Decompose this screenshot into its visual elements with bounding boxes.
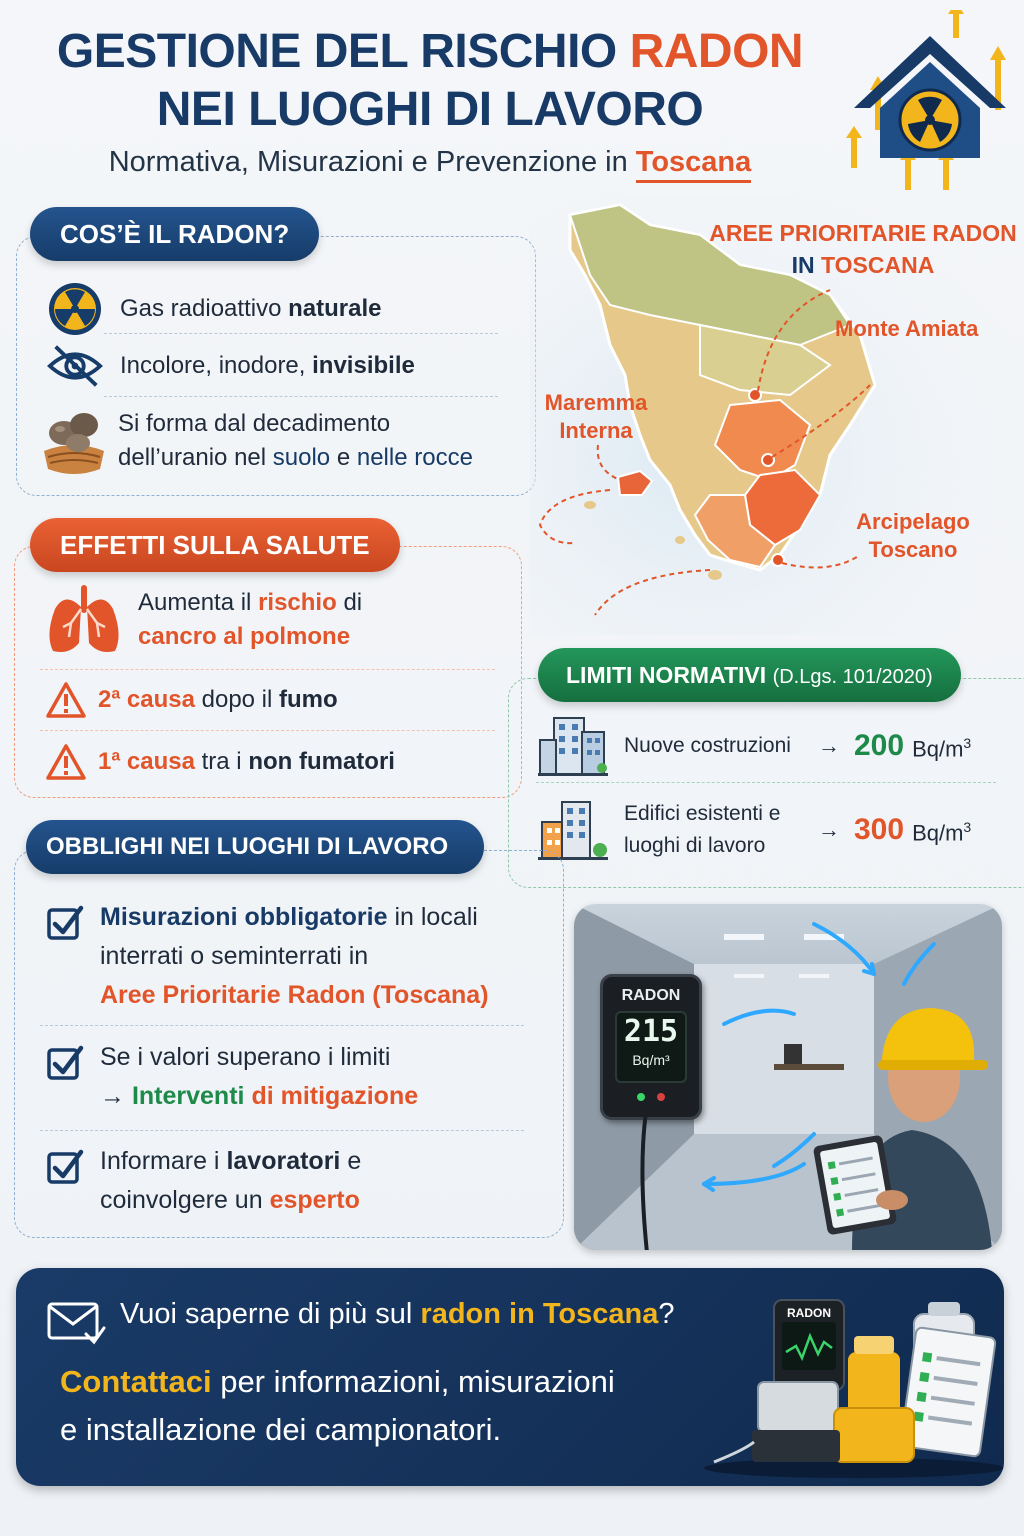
status-led-red	[657, 1093, 665, 1101]
monitor-label: RADON	[621, 987, 681, 1004]
map-title-line2	[708, 249, 1018, 281]
duties-heading: OBBLIGHI NEI LUOGHI DI LAVORO	[26, 820, 484, 874]
health-1-risk: rischio	[258, 589, 337, 616]
title-line-1	[0, 26, 860, 78]
what-1-bold: naturale	[288, 295, 382, 322]
health-3-cause: 1ª causa	[98, 748, 195, 775]
workplace-scene	[574, 904, 1002, 1250]
label-arcipelago-toscano	[848, 508, 978, 564]
duty-1-line2: interrati o seminterrati in	[100, 942, 369, 970]
label-maremma-line1: Maremma	[544, 390, 648, 415]
cta-info-text: per informazioni, misurazioni	[220, 1364, 615, 1399]
limit-unit: Bq/m	[912, 820, 964, 846]
health-1-line1	[138, 586, 362, 620]
duty-3-line2	[100, 1181, 361, 1220]
what-2-text: Incolore, inodore,	[120, 352, 306, 379]
what-item-1	[46, 280, 381, 338]
health-item-1	[44, 582, 362, 658]
tuscany-map	[530, 195, 1020, 635]
limits-heading	[538, 648, 961, 702]
what-3-soil: suolo	[272, 444, 331, 471]
duty-2-line2	[100, 1077, 418, 1116]
what-3-line2	[118, 441, 473, 475]
limit-existing-arrow: →	[818, 817, 840, 842]
duty-1-text: in locali	[394, 903, 478, 931]
health-3-text: tra i	[201, 748, 242, 775]
cta-question-mark: ?	[658, 1298, 675, 1330]
duty-item-2	[46, 1038, 418, 1116]
contact-banner	[16, 1268, 1004, 1486]
warning-icon	[45, 681, 87, 719]
health-item-3	[44, 742, 395, 782]
limit-unit-exp: 3	[963, 734, 972, 751]
sampling-equipment-illustration	[684, 1272, 1004, 1482]
limit-new-value: 200	[854, 729, 905, 762]
health-2-cause: 2ª causa	[98, 686, 195, 713]
what-3-text: nel	[234, 444, 267, 471]
duty-1-line1	[100, 898, 489, 937]
worker-illustration	[812, 990, 1002, 1250]
divider	[40, 1025, 524, 1026]
title-highlight: RADON	[629, 25, 804, 78]
limit-existing-line2: luoghi di lavoro	[624, 834, 766, 857]
check-icon	[46, 904, 84, 942]
map-title-in: IN	[791, 252, 815, 278]
monitor-unit: Bq/m³	[632, 1052, 670, 1068]
health-2-text: dopo il	[201, 686, 273, 713]
duty-1-bold: Misurazioni obbligatorie	[100, 903, 388, 931]
subtitle-text: Normativa, Misurazioni e Prevenzione in	[108, 146, 628, 178]
subtitle-region: Toscana	[636, 146, 752, 183]
divider	[40, 730, 495, 731]
cta-line-1	[120, 1298, 675, 1331]
what-3-line1: Si forma dal decadimento	[118, 410, 391, 437]
duty-1-line3: Aree Prioritarie Radon (Toscana)	[100, 981, 489, 1009]
label-maremma-interna	[536, 389, 656, 445]
limit-new-label: Nuove costruzioni	[624, 734, 791, 757]
duty-3-line1	[100, 1142, 361, 1181]
limit-existing-line1: Edifici esistenti e	[624, 802, 781, 825]
check-icon	[46, 1148, 84, 1186]
duty-3-workers: lavoratori	[226, 1147, 341, 1175]
radiation-icon	[47, 281, 103, 337]
health-1-text: Aumenta il	[138, 589, 252, 616]
health-3-nonsmokers: non fumatori	[248, 748, 395, 775]
health-1-of: di	[343, 589, 363, 616]
health-2-smoke: fumo	[279, 686, 338, 713]
lungs-icon	[45, 583, 123, 657]
limit-unit: Bq/m	[912, 736, 964, 762]
building-icon	[536, 714, 610, 778]
monitor-value: 215	[623, 1014, 679, 1049]
cta-contact-link[interactable]: Contattaci	[60, 1364, 212, 1399]
duty-item-1	[46, 898, 489, 1015]
what-item-3	[40, 404, 473, 478]
house-radon-icon	[840, 10, 1020, 200]
what-heading: COS’È IL RADON?	[30, 207, 319, 261]
limit-existing	[536, 798, 971, 862]
divider	[40, 1130, 524, 1131]
health-item-2	[44, 680, 338, 720]
map-title-region: TOSCANA	[821, 252, 935, 278]
cta-line-2	[60, 1364, 615, 1400]
duty-2-interventions: Interventi	[131, 1082, 245, 1110]
monitor-cable	[634, 1112, 674, 1250]
limits-heading-law: (D.Lgs. 101/2020)	[772, 666, 933, 688]
label-maremma-line2: Interna	[559, 418, 633, 443]
divider	[536, 782, 996, 783]
health-1-cancer: cancro al polmone	[138, 623, 351, 650]
duty-2-mitigation: di mitigazione	[251, 1082, 419, 1110]
cta-line-3: e installazione dei campionatori.	[60, 1412, 502, 1447]
map-title	[708, 217, 1018, 281]
duty-2-line1: Se i valori superano i limiti	[100, 1043, 391, 1071]
duty-2-arrow: →	[100, 1082, 125, 1110]
map-title-line1: AREE PRIORITARIE RADON	[709, 220, 1017, 246]
duty-3-and: e	[347, 1147, 362, 1175]
check-icon	[46, 1044, 84, 1082]
eye-slash-icon	[46, 342, 104, 390]
duty-3-involve: coinvolgere un	[100, 1186, 263, 1214]
title-part: GESTIONE DEL RISCHIO	[56, 25, 617, 78]
divider	[104, 396, 498, 397]
label-arcipelago-line2: Toscano	[868, 537, 958, 562]
health-heading: EFFETTI SULLA SALUTE	[30, 518, 400, 572]
mail-icon[interactable]	[46, 1298, 106, 1348]
duty-3-expert: esperto	[269, 1186, 360, 1214]
what-1-text: Gas radioattivo	[120, 295, 282, 322]
limit-unit-exp: 3	[963, 818, 972, 835]
subtitle	[0, 146, 860, 179]
limit-existing-value: 300	[854, 813, 905, 846]
what-3-uranium: dell’uranio	[118, 444, 228, 471]
title-line-2: NEI LUOGHI DI LAVORO	[156, 83, 704, 136]
warning-icon	[45, 743, 87, 781]
radon-monitor	[600, 974, 702, 1120]
limit-new-arrow: →	[818, 733, 840, 758]
duty-item-3	[46, 1142, 361, 1220]
label-monte-amiata: Monte Amiata	[835, 316, 979, 341]
label-arcipelago-line1: Arcipelago	[856, 509, 970, 534]
divider	[104, 333, 498, 334]
cta-question: Vuoi saperne di più sul	[120, 1298, 413, 1330]
limits-heading-main: LIMITI NORMATIVI	[566, 662, 767, 688]
what-3-and: e	[336, 444, 351, 471]
rocks-icon	[40, 405, 108, 477]
divider	[40, 669, 495, 670]
what-3-rocks: nelle rocce	[356, 444, 473, 471]
equipment-label: RADON	[787, 1306, 831, 1320]
limit-new	[536, 714, 971, 778]
status-led-green	[637, 1093, 645, 1101]
what-2-bold: invisibile	[312, 352, 415, 379]
cta-topic: radon in Toscana	[420, 1298, 659, 1330]
what-item-2	[46, 342, 415, 390]
duty-3-text: Informare i	[100, 1147, 220, 1175]
